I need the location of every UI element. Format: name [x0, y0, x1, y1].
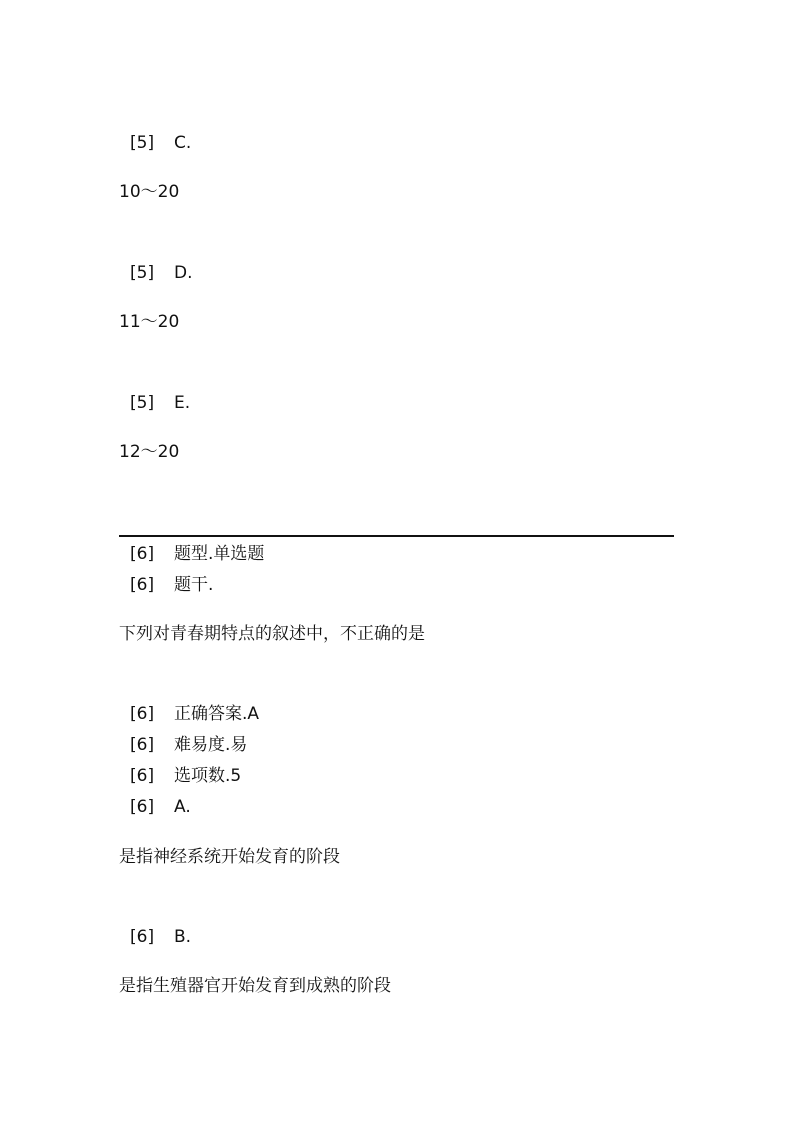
option-c-header [130, 132, 191, 154]
correct-answer [130, 703, 259, 725]
option-e-header [130, 392, 190, 414]
question-number: [6] [130, 797, 155, 817]
correct-answer-label: 正确答案.A [174, 704, 260, 724]
option-a-header [130, 796, 191, 818]
option-b-header [130, 926, 191, 948]
option-label: E. [174, 393, 191, 413]
question-stem-label: 题干. [174, 575, 214, 595]
option-d-header [130, 262, 193, 284]
question-type-label: 题型.单选题 [174, 544, 265, 564]
question-number: [6] [130, 735, 155, 755]
option-label: B. [174, 927, 192, 947]
option-d-text: 11～20 [119, 312, 180, 332]
question-number: [6] [130, 544, 155, 564]
question-number: [5] [130, 393, 155, 413]
question-number: [6] [130, 704, 155, 724]
question-number: [6] [130, 575, 155, 595]
option-label: D. [174, 263, 193, 283]
question-number: [6] [130, 927, 155, 947]
option-e-text: 12～20 [119, 442, 180, 462]
option-c-text: 10～20 [119, 182, 180, 202]
difficulty-label: 难易度.易 [174, 735, 248, 755]
option-a-text: 是指神经系统开始发育的阶段 [119, 847, 340, 867]
question-number: [6] [130, 766, 155, 786]
question-type [130, 543, 264, 565]
question-stem-header [130, 574, 213, 596]
option-label: A. [174, 797, 191, 817]
difficulty [130, 734, 247, 756]
option-b-text: 是指生殖器官开始发育到成熟的阶段 [119, 976, 391, 996]
question-divider [119, 535, 674, 537]
question-number: [5] [130, 133, 155, 153]
option-count [130, 765, 241, 787]
question-stem-text: 下列对青春期特点的叙述中，不正确的是 [119, 624, 425, 644]
option-label: C. [174, 133, 192, 153]
question-number: [5] [130, 263, 155, 283]
option-count-label: 选项数.5 [174, 766, 242, 786]
